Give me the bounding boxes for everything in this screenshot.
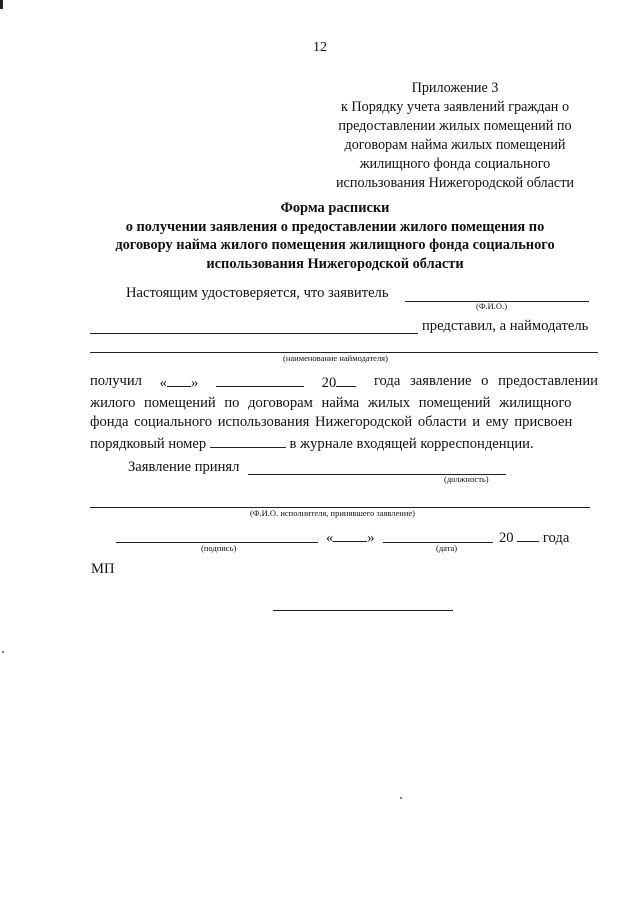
year-prefix: 20 bbox=[499, 530, 514, 546]
quote-close: » bbox=[190, 375, 199, 391]
scan-speck bbox=[400, 797, 402, 799]
received-day bbox=[160, 372, 199, 394]
sign-year bbox=[499, 527, 569, 547]
appendix-line: жилищного фонда социального bbox=[359, 156, 551, 172]
scan-speck bbox=[2, 651, 4, 653]
received-line bbox=[90, 372, 598, 394]
presented-text: представил, а наймодатель bbox=[422, 318, 589, 334]
form-title bbox=[80, 199, 590, 273]
form-title-line: договору найма жилого помещения жилищного фонда социального bbox=[115, 237, 555, 253]
date-day bbox=[326, 527, 375, 547]
appendix-header bbox=[320, 79, 590, 193]
quote-close: » bbox=[367, 530, 375, 546]
date-day-field[interactable] bbox=[333, 527, 367, 542]
reg-number-suffix: в журнале входящей корреспонденции. bbox=[289, 435, 534, 452]
executor-caption: (Ф.И.О. исполнителя, принявшего заявление) bbox=[250, 508, 416, 518]
position-caption: (должность) bbox=[444, 474, 489, 484]
paragraph-line bbox=[90, 394, 598, 414]
paragraph-line bbox=[90, 413, 598, 433]
appendix-line: к Порядку учета заявлений граждан о bbox=[340, 99, 570, 115]
form-title-line: о получении заявления о предоставлении жилого помещения по bbox=[125, 218, 545, 235]
signature-caption: (подпись) bbox=[201, 543, 237, 553]
received-paragraph bbox=[90, 372, 598, 454]
page-number: 12 bbox=[313, 40, 327, 55]
year-prefix: 20 bbox=[321, 375, 337, 391]
fio-caption: (Ф.И.О.) bbox=[476, 301, 508, 311]
paragraph-text: жилого помещений по договорам найма жилых помещений жилищного bbox=[90, 394, 572, 411]
received-word: получил bbox=[90, 373, 142, 389]
sign-year-field[interactable] bbox=[517, 527, 539, 542]
form-title-line: использования Нижегородской области bbox=[206, 255, 464, 272]
form-title-line: Форма расписки bbox=[280, 200, 390, 216]
received-year-field[interactable] bbox=[336, 372, 356, 387]
appendix-line: предоставлении жилых помещений по bbox=[338, 118, 572, 134]
landlord-caption: (наименование наймодателя) bbox=[283, 353, 388, 363]
received-day-field[interactable] bbox=[167, 372, 191, 387]
reg-number-prefix: порядковый номер bbox=[90, 435, 207, 452]
paragraph-text: фонда социального использования Нижегородской области и ему присвоен bbox=[90, 414, 573, 430]
bottom-separator bbox=[273, 610, 453, 611]
appendix-line: договорам найма жилых помещений bbox=[344, 137, 566, 153]
quote-open: « bbox=[326, 530, 334, 546]
year-suffix: года bbox=[542, 530, 570, 546]
appendix-line: использования Нижегородской области bbox=[335, 175, 575, 191]
scan-corner-mark bbox=[0, 0, 3, 9]
date-caption: (дата) bbox=[436, 543, 458, 553]
reg-number-field[interactable] bbox=[210, 433, 286, 448]
reg-number-line bbox=[90, 433, 598, 455]
received-month-field[interactable] bbox=[216, 372, 304, 387]
received-rest: года заявление о предоставлении bbox=[373, 373, 598, 389]
seal-label: МП bbox=[91, 561, 115, 577]
received-year bbox=[322, 372, 357, 394]
applicant-name-continued-field[interactable] bbox=[90, 333, 418, 334]
quote-open: « bbox=[159, 375, 167, 391]
appendix-line: Приложение 3 bbox=[411, 80, 499, 96]
accepted-label: Заявление принял bbox=[128, 459, 240, 475]
certify-text: Настоящим удостоверяется, что заявитель bbox=[126, 285, 389, 301]
